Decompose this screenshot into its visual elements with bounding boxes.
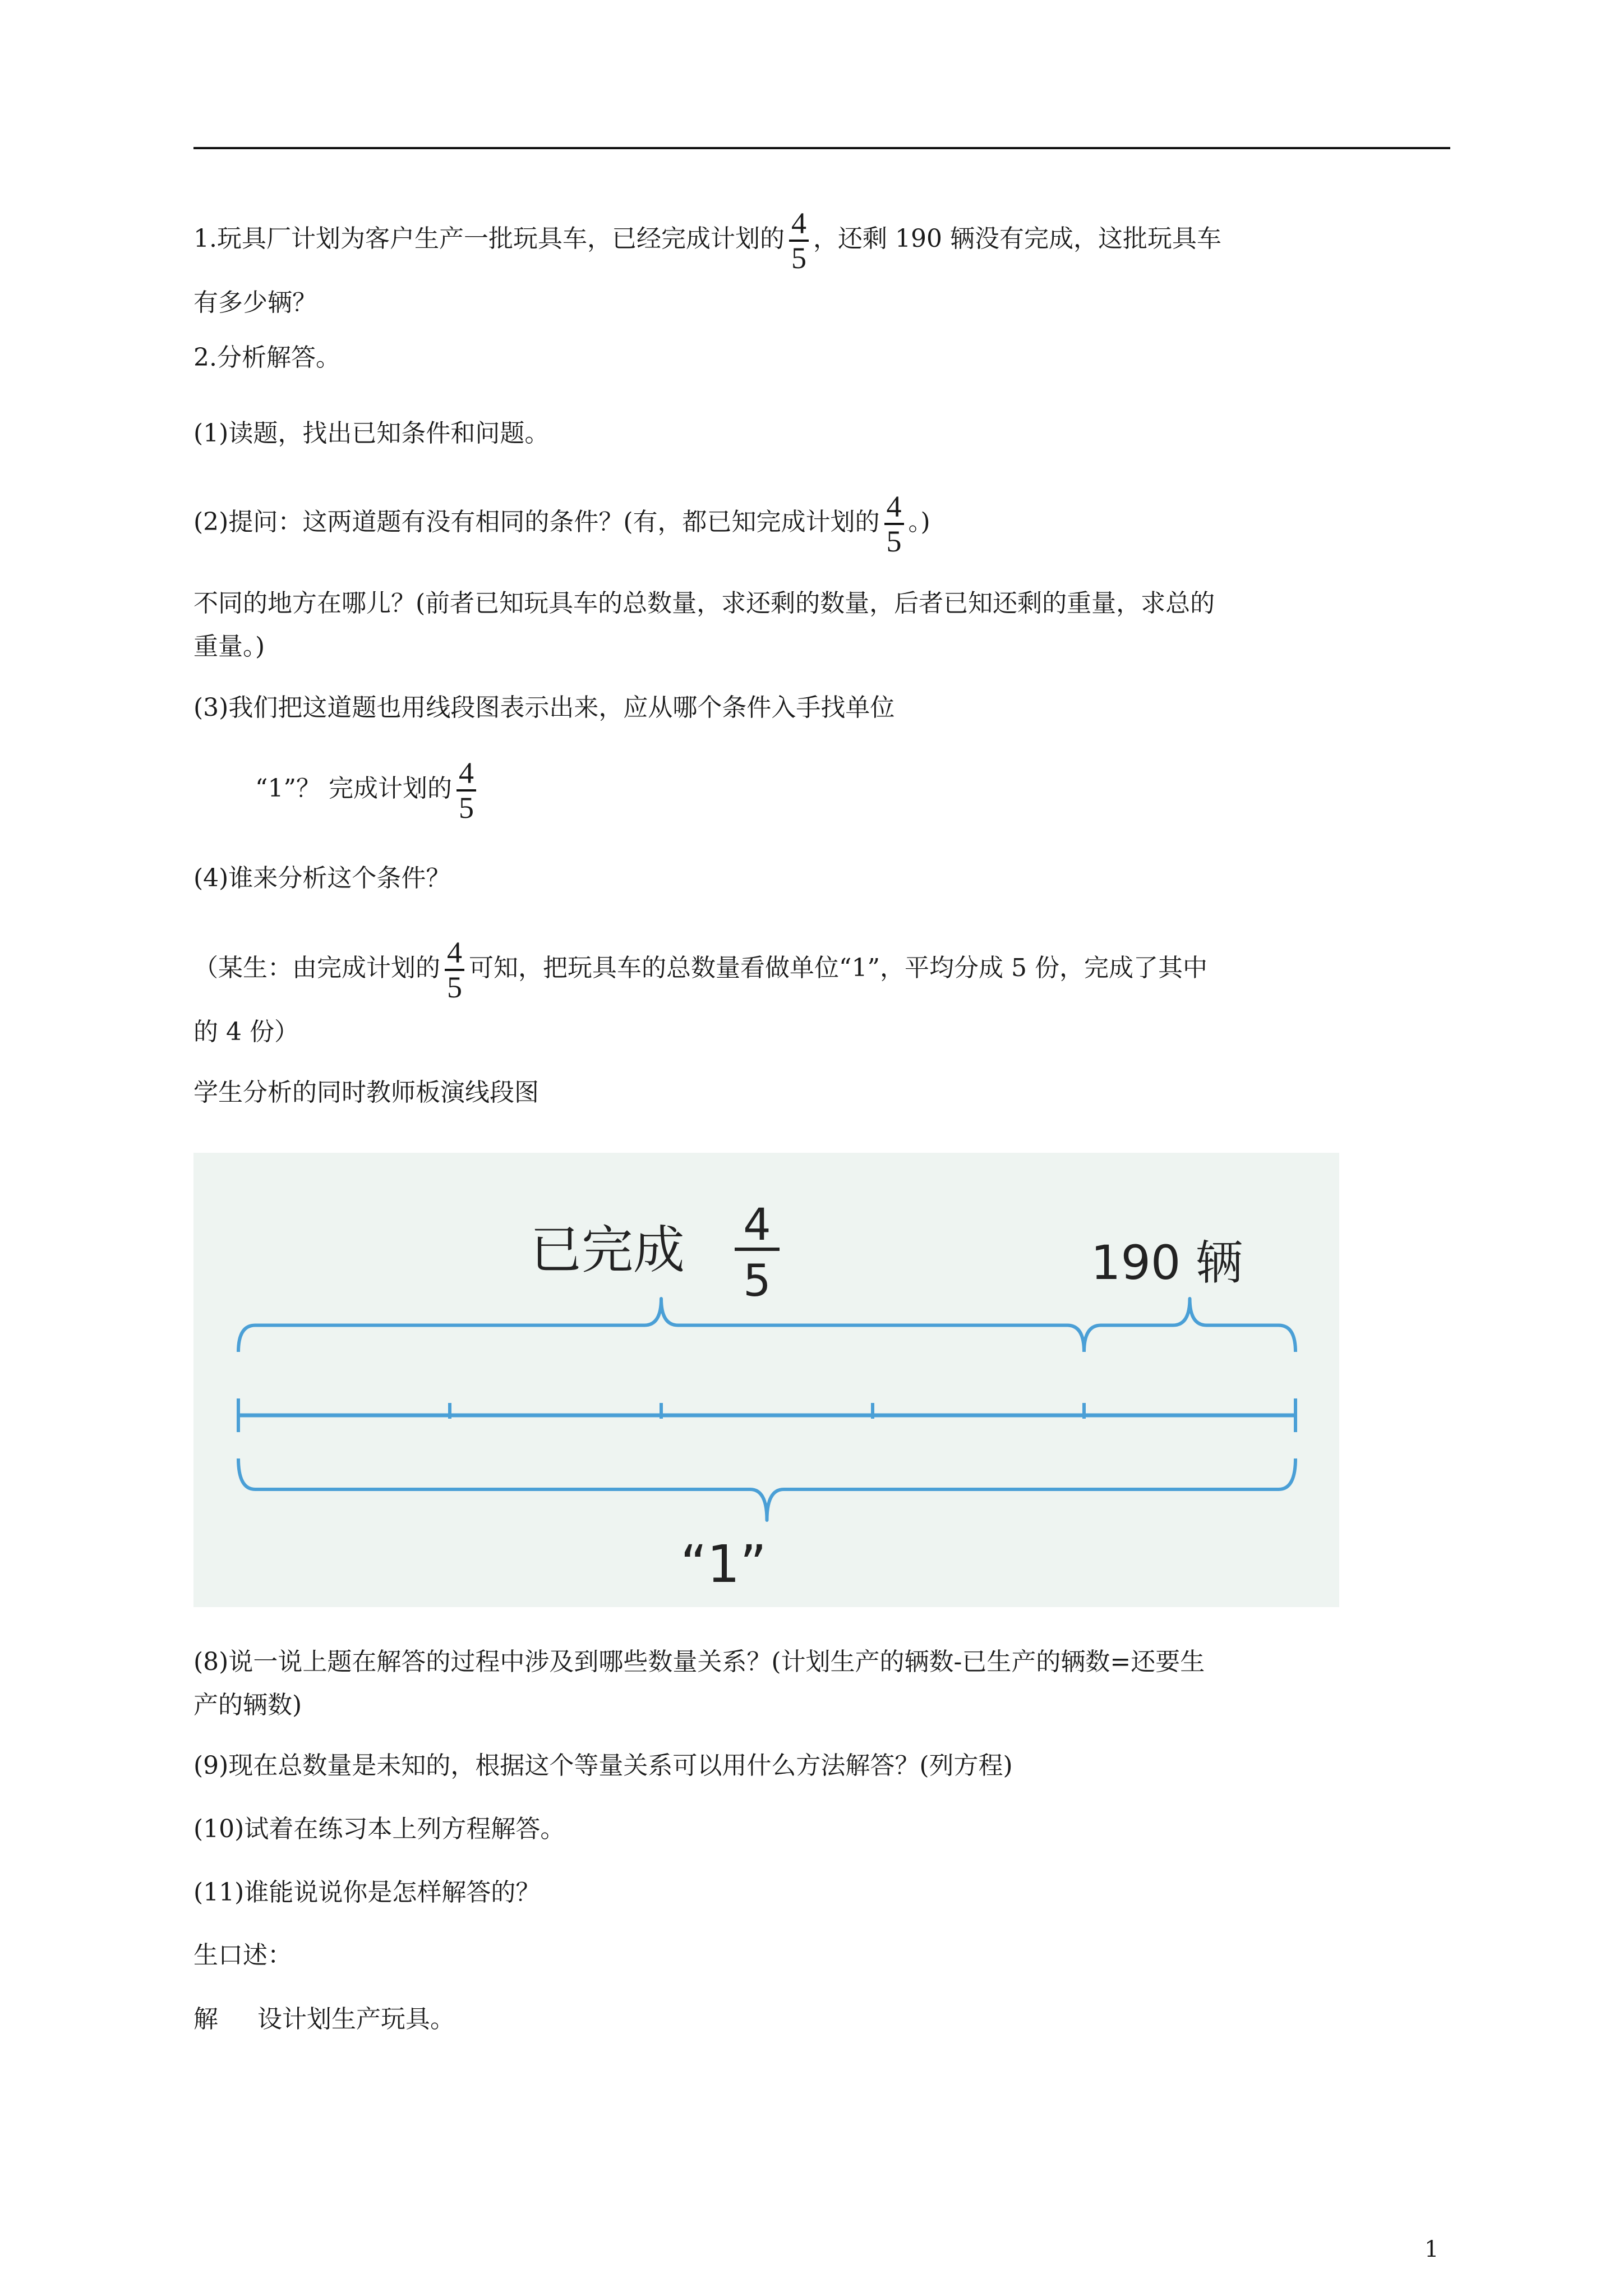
brace-remaining: [1084, 1299, 1295, 1352]
step-1: (1)读题，找出已知条件和问题。: [193, 419, 550, 448]
remain-label: 190 辆: [1091, 1235, 1243, 1290]
step-8-line-2: 产的辆数): [193, 1691, 302, 1719]
fraction-four-fifths: $\frac{4}{5}$: [789, 207, 809, 274]
header-rule: [193, 147, 1450, 149]
difference-line-1: 不同的地方在哪儿？(前者已知玩具车的总数量，求还剩的数量，后者已知还剩的重量，求总的: [193, 589, 1215, 618]
fraction-four-fifths: $\frac{4}{5}$: [884, 490, 904, 558]
solution-label: 解: [193, 2005, 218, 2033]
done-label: 已完成: [530, 1220, 685, 1280]
brace-completed: [238, 1299, 1084, 1352]
fraction-four-fifths: $\frac{4}{5}$: [445, 936, 464, 1004]
step-2-question: (2)提问：这两道题有没有相同的条件？(有，都已知完成计划的 $\frac{4}{5}$ 。): [193, 489, 930, 558]
unit-one-label: “1”: [680, 1534, 767, 1594]
step-2-heading: 2.分析解答。: [193, 343, 340, 372]
fraction-four-fifths: $\frac{4}{5}$: [457, 757, 476, 824]
step-3: (3)我们把这道题也用线段图表示出来，应从哪个条件入手找单位: [193, 693, 895, 722]
done-fraction-denominator: 5: [743, 1256, 771, 1306]
diagram-svg: [193, 1153, 1339, 1607]
question-1-line-2: 有多少辆？: [193, 288, 317, 317]
student-answer-line-2: 的 4 份）: [193, 1018, 299, 1046]
step-4: (4)谁来分析这个条件？: [193, 864, 451, 892]
page-number: 1: [1424, 2237, 1439, 2262]
line-segment-diagram: [193, 1153, 1339, 1607]
step-8-line-1: (8)说一说上题在解答的过程中涉及到哪些数量关系？(计划生产的辆数-已生产的辆数=还要生: [193, 1648, 1205, 1676]
brace-total: [238, 1458, 1295, 1520]
braces: [238, 1299, 1295, 1520]
solution-line: [193, 2004, 1450, 2035]
step-9: (9)现在总数量是未知的，根据这个等量关系可以用什么方法解答？(列方程): [193, 1751, 1013, 1780]
step-10: (10)试着在练习本上列方程解答。: [193, 1815, 565, 1843]
question-1-line-1: 1.玩具厂计划为客户生产一批玩具车，已经完成计划的 $\frac{4}{5}$ ，还剩 190 辆没有完成，这批玩具车: [193, 206, 1221, 275]
step-11: (11)谁能说说你是怎样解答的？: [193, 1878, 541, 1907]
board-note: 学生分析的同时教师板演线段图: [193, 1078, 539, 1107]
oral-statement: 生口述：: [193, 1941, 292, 1970]
difference-line-2: 重量。): [193, 632, 265, 661]
unit-answer: “1”？ 完成计划的 $\frac{4}{5}$: [193, 756, 1450, 824]
student-answer-line-1: （某生：由完成计划的 $\frac{4}{5}$ 可知，把玩具车的总数量看做单位“1”，平均分成 5 份，完成了其中: [193, 935, 1207, 1004]
done-fraction-numerator: 4: [743, 1200, 771, 1250]
solution-text: 设计划生产玩具。: [257, 2005, 455, 2033]
segment-line: [238, 1398, 1295, 1432]
